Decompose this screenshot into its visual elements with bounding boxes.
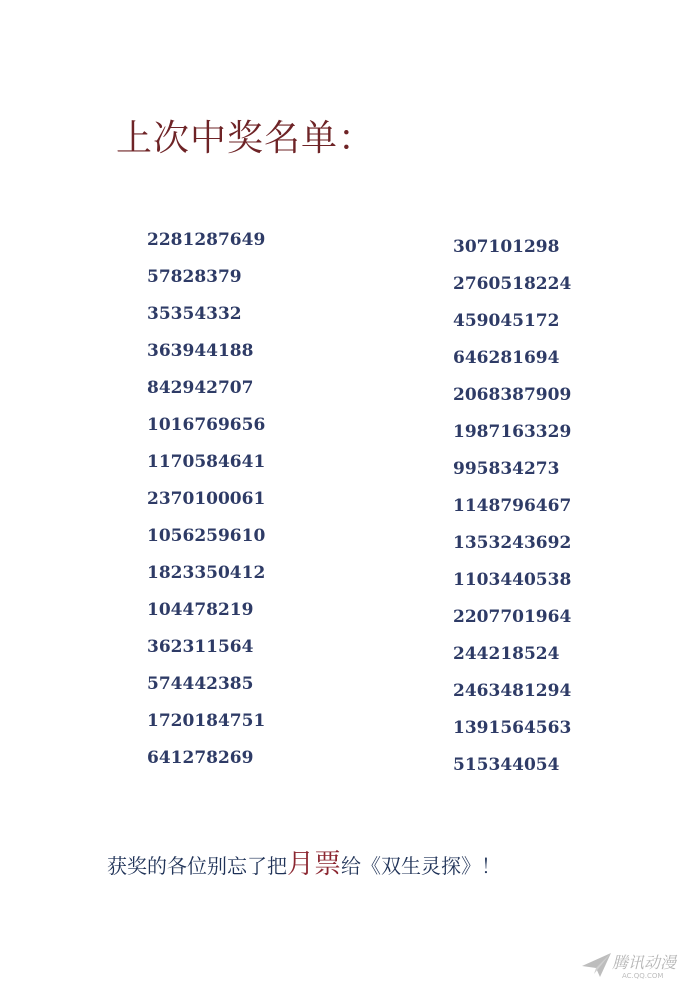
winner-id: 362311564 <box>147 637 254 657</box>
winner-id: 1987163329 <box>453 422 572 442</box>
winner-id: 1170584641 <box>147 452 266 472</box>
footer-text-before: 获奖的各位别忘了把 <box>107 854 287 878</box>
winner-id: 1103440538 <box>453 570 572 590</box>
watermark <box>582 950 692 986</box>
winner-id: 646281694 <box>453 348 560 368</box>
winner-id: 515344054 <box>453 755 560 775</box>
winner-id: 459045172 <box>453 311 560 331</box>
winner-id: 1016769656 <box>147 415 266 435</box>
watermark-url: AC.QQ.COM <box>622 972 664 980</box>
winner-id: 1056259610 <box>147 526 266 546</box>
winner-id: 1353243692 <box>453 533 572 553</box>
winner-id: 574442385 <box>147 674 254 694</box>
winner-id: 1391564563 <box>453 718 572 738</box>
winner-id: 2068387909 <box>453 385 572 405</box>
footer-emphasis: 月票 <box>287 849 341 880</box>
winner-id: 2463481294 <box>453 681 572 701</box>
winner-id: 104478219 <box>147 600 254 620</box>
watermark-brand: 腾讯动漫 <box>612 953 677 972</box>
winner-id: 2370100061 <box>147 489 266 509</box>
winner-id: 2760518224 <box>453 274 572 294</box>
winner-id: 1823350412 <box>147 563 266 583</box>
page-title: 上次中奖名单： <box>116 118 376 159</box>
winner-id: 2207701964 <box>453 607 572 627</box>
footer-message <box>107 842 501 881</box>
footer-text-after: 给《双生灵探》！ <box>341 854 501 878</box>
winner-id: 995834273 <box>453 459 560 479</box>
winner-list-right <box>453 229 571 784</box>
winner-id: 2281287649 <box>147 230 266 250</box>
paper-plane-icon <box>582 952 612 978</box>
winner-id: 842942707 <box>147 378 254 398</box>
winner-id: 1148796467 <box>453 496 572 516</box>
winner-list-left <box>147 222 265 777</box>
winner-id: 1720184751 <box>147 711 266 731</box>
winner-id: 35354332 <box>147 304 242 324</box>
winner-id: 307101298 <box>453 237 560 257</box>
winner-id: 57828379 <box>147 267 242 287</box>
winner-id: 363944188 <box>147 341 254 361</box>
winner-id: 641278269 <box>147 748 254 768</box>
winner-id: 244218524 <box>453 644 560 664</box>
